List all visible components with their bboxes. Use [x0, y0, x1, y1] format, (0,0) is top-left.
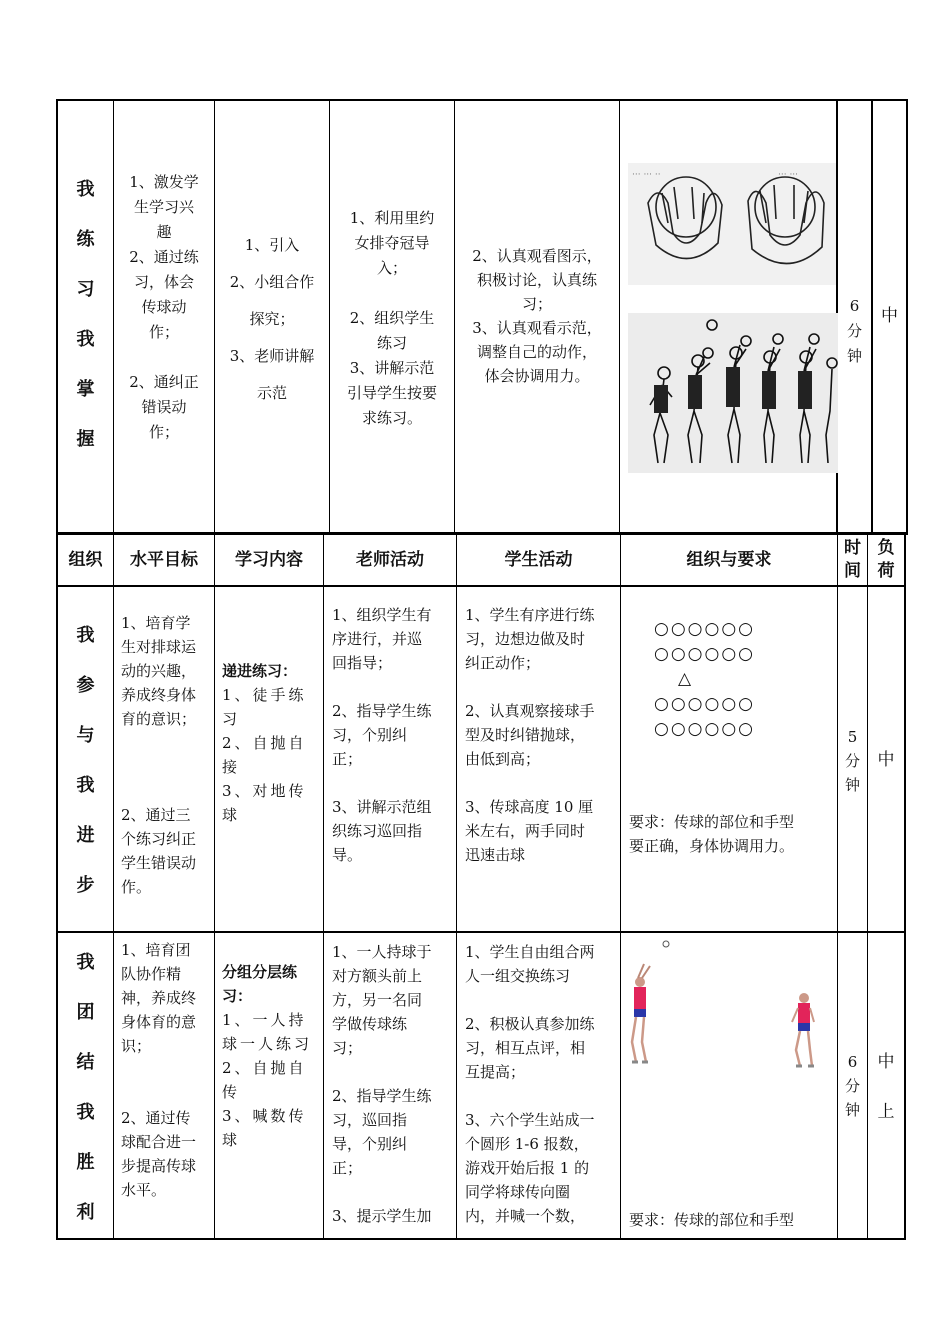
- formation-row-2: ○○○○○○: [654, 644, 756, 664]
- section2-content: 1、徒手练 习 2、自抛自 接 3、对地传 球: [222, 686, 307, 824]
- section1-goals: 1、激发学 生学习兴 趣 2、通过练 习，体会 传球动 作； 2、通纠正 错误动 作；: [129, 173, 199, 441]
- header-student: 学生活动: [504, 550, 573, 570]
- formation-diagram: [654, 617, 804, 742]
- section3-teacher: 1、一人持球于 对方额头前上 方，另一名同 学做传球练 习； 2、指导学生练 习，巡回指 导，个别纠 正； 3、提示学生加: [332, 943, 432, 1225]
- section3-content-block: [222, 960, 320, 1152]
- header-org: 组织: [68, 550, 103, 570]
- section1-label: 我 练 习 我 掌 握: [76, 179, 95, 450]
- header-content: 学习内容: [235, 550, 303, 570]
- formation-teacher-icon: △: [678, 669, 694, 689]
- section2-time: 5 分 钟: [844, 728, 860, 794]
- svg-text:··· ··· ··: ··· ··· ··: [632, 170, 661, 180]
- section3-requirement: 要求：传球的部位和手型: [629, 1211, 795, 1229]
- svg-text:··· ···: ··· ···: [778, 170, 799, 180]
- hand-shape-illustration: [628, 163, 836, 285]
- section2-content-block: [222, 659, 320, 827]
- section3-label: 我 团 结 我 胜 利: [76, 952, 95, 1223]
- section1-student: 2、认真观看图示， 积极讨论，认真练 习； 3、认真观看示范， 调整自己的动作， 体会协调用力。: [472, 247, 602, 385]
- section3-time: 6 分 钟: [844, 1053, 860, 1119]
- section2-label: 我 参 与 我 进 步: [76, 625, 95, 896]
- formation-row-1: ○○○○○○: [654, 619, 756, 639]
- passing-sequence-illustration: [628, 313, 838, 473]
- header-time: 时 间: [844, 538, 861, 581]
- header-load: 负 荷: [877, 538, 895, 581]
- section3-content: 1、一人持 球一人练习 2、自抛自 传 3、喊数传 球: [222, 1011, 313, 1149]
- section2-requirement: 要求：传球的部位和手型 要正确，身体协调用力。: [629, 813, 795, 855]
- header-arrange: 组织与要求: [686, 550, 772, 570]
- section1-time: 6 分 钟: [846, 297, 862, 365]
- section2-student: 1、学生有序进行练 习，边想边做及时 纠正动作； 2、认真观察接球手 型及时纠错抛球， 由低到高； 3、传球高度 10 厘 米左右，两手同时 迅速击球: [465, 606, 595, 864]
- formation-row-4: ○○○○○○: [654, 719, 756, 739]
- formation-row-3: ○○○○○○: [654, 694, 756, 714]
- section2-content-title: 递进练习：: [222, 662, 298, 680]
- section1-content: 1、引入 2、小组合作 探究； 3、老师讲解 示范: [229, 236, 315, 402]
- section1-load: 中: [881, 306, 898, 326]
- section3-student: 1、学生自由组合两 人一组交换练习 2、积极认真参加练 习，相互点评，相 互提高； 3、六个学生站成一 个圆形 1-6 报数， 游戏开始后报 1 的 同学将球传向圈 内，并喊一个数，: [465, 943, 595, 1225]
- section3-goals: 1、培育团 队协作精 神，养成终 身体育的意 识； 2、通过传 球配合进一 步提高传球 水平。: [121, 941, 197, 1199]
- section1-teacher: 1、利用里约 女排夺冠导 入； 2、组织学生 练习 3、讲解示范 引导学生按要 求练习。: [346, 209, 437, 427]
- pair-passing-illustration: [626, 938, 826, 1073]
- section2-goals: 1、培育学 生对排球运 动的兴趣， 养成终身体 育的意识； 2、通过三 个练习纠正 学生错误动 作。: [121, 614, 197, 896]
- header-teacher: 老师活动: [356, 550, 424, 570]
- section3-content-title: 分组分层练 习：: [222, 963, 298, 1005]
- section3-load: 中 上: [877, 1052, 895, 1122]
- header-goal: 水平目标: [130, 550, 198, 570]
- section2-teacher: 1、组织学生有 序进行，并巡 回指导； 2、指导学生练 习，个别纠 正； 3、讲解示范组 织练习巡回指 导。: [332, 606, 432, 864]
- section2-load: 中: [877, 750, 895, 770]
